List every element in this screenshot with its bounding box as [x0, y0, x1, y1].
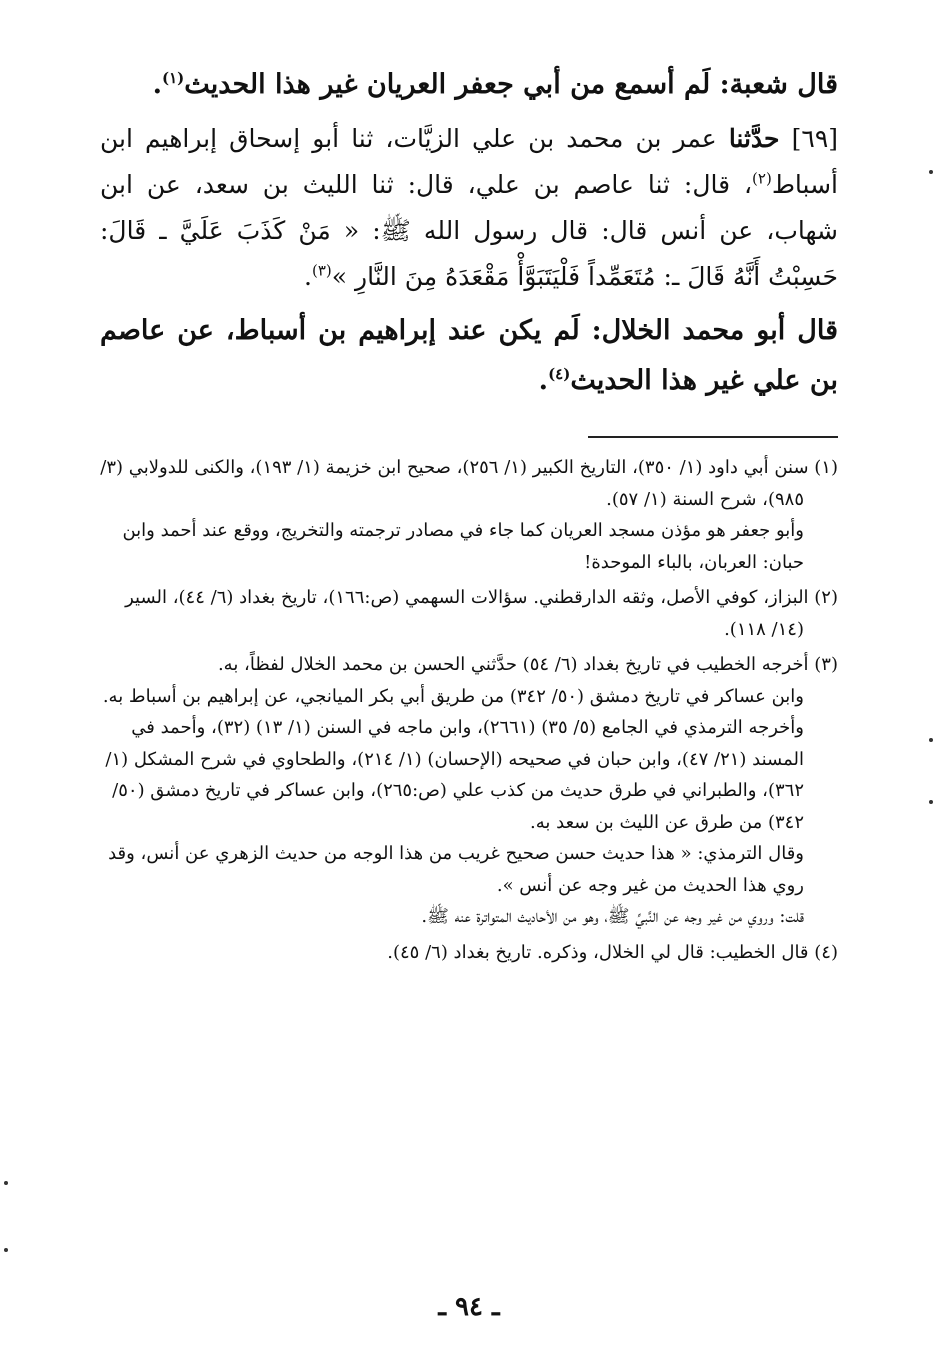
scan-speck: [4, 1181, 8, 1185]
footnote-ref-1[interactable]: (١): [161, 69, 185, 87]
page-body: [100, 60, 838, 972]
footnote-1: [100, 452, 838, 578]
scan-speck: [929, 800, 933, 804]
scan-speck: [4, 1248, 8, 1252]
footnote-3-tirmidhi: وقال الترمذي: « هذا حديث حسن صحيح غريب من هذا الوجه من حديث الزهري عن أنس، وقد روي هذا الحديث من غير وجه عن أنس ».: [108, 843, 804, 896]
footnote-2: [100, 582, 838, 645]
hadith-69: [100, 116, 838, 300]
footnote-3-conclusion: قلت: وروي من غير وجه عن النَّبيِّ ﷺ، وهو من الأحاديث المتواترة عنه ﷺ.: [421, 906, 804, 927]
page-number: ـ ٩٤ ـ: [438, 1292, 500, 1322]
footnote-2-text: (٢) البزاز، كوفي الأصل، وثقه الدارقطني. سؤالات السهمي (ص:١٦٦)، تاريخ بغداد (٦/ ٤٤)، السير (١٤/ ١١٨).: [125, 587, 838, 640]
hadith-lead: حدَّثنا: [728, 124, 780, 153]
hadith-end: .: [304, 262, 312, 291]
footnote-ref-4[interactable]: (٤): [548, 365, 571, 383]
hadith-chain-a: عمر بن محمد بن علي الزيَّات، ثنا أبو إسحاق إبراهيم ابن أسباط: [100, 124, 838, 199]
footnote-3-text: (٣) أخرجه الخطيب في تاريخ بغداد (٦/ ٥٤) حدَّثني الحسن بن محمد الخلال لفظاً، به.: [217, 654, 838, 675]
footnote-1-text: (١) سنن أبي داود (١/ ٣٥٠)، التاريخ الكبير (١/ ٢٥٦)، صحيح ابن خزيمة (١/ ١٩٣)، والكنى للدولابي (٣/ ٩٨٥)، شرح السنة (١/ ٥٧).: [100, 457, 838, 510]
scan-speck: [929, 738, 933, 742]
footnote-4-text: (٤) قال الخطيب: قال لي الخلال، وذكره. تاريخ بغداد (٦/ ٤٥).: [387, 941, 838, 963]
scan-speck: [929, 170, 933, 174]
shuba-statement-end: .: [152, 69, 162, 100]
shuba-statement-text: قال شعبة: لَم أسمع من أبي جعفر العريان غير هذا الحديث: [184, 69, 838, 100]
footnote-ref-3[interactable]: (٣): [311, 261, 332, 280]
footnote-3-ibn-asakir: وابن عساكر في تاريخ دمشق (٥٠/ ٣٤٢) من طريق أبي بكر الميانجي، عن إبراهيم بن أسباط به.: [102, 685, 804, 707]
footnote-3: [100, 649, 838, 933]
footnote-divider: [588, 436, 838, 438]
footnote-4: [100, 937, 838, 969]
footnotes: [100, 452, 838, 968]
hadith-chain-b: ، قال: ثنا عاصم بن علي، قال: ثنا الليث بن سعد، عن ابن شهاب، عن أنس قال: قال رسول الله ﷺ: « مَنْ كَذَبَ عَلَيَّ ـ قَالَ: حَسِبْتُ أَنَّهُ قَالَ ـ: مُتَعَمِّداً فَلْيَتَبَوَّأْ مَقْعَدَهُ مِنَ النَّارِ »: [100, 170, 838, 291]
footnote-1-note: وأبو جعفر هو مؤذن مسجد العريان كما جاء في مصادر ترجمته والتخريج، ووقع عند أحمد وابن حبان: العربان، بالباء الموحدة!: [122, 520, 804, 573]
khallal-statement-end: .: [538, 365, 549, 396]
shuba-statement: [100, 60, 838, 110]
khallal-statement-text: قال أبو محمد الخلال: لَم يكن عند إبراهيم بن أسباط، عن عاصم بن علي غير هذا الحديث: [100, 315, 838, 396]
footnote-3-takhrij: وأخرجه الترمذي في الجامع (٥/ ٣٥) (٢٦٦١)، وابن ماجه في السنن (١/ ١٣) (٣٢)، وأحمد في المسند (٢١/ ٤٧)، وابن حبان في صحيحه (الإحسان) (١/ ٢١٤)، والطحاوي في شرح المشكل (١/ ٣٦٢)، والطبراني في طرق حديث من كذب علي (ص:٢٦٥)، وابن عساكر في تاريخ دمشق (٥٠/ ٣٤٢) من طرق عن الليث بن سعد به.: [105, 717, 804, 833]
hadith-number: [٦٩]: [791, 124, 839, 153]
khallal-statement: [100, 306, 838, 406]
footnote-ref-2[interactable]: (٢): [752, 169, 772, 188]
